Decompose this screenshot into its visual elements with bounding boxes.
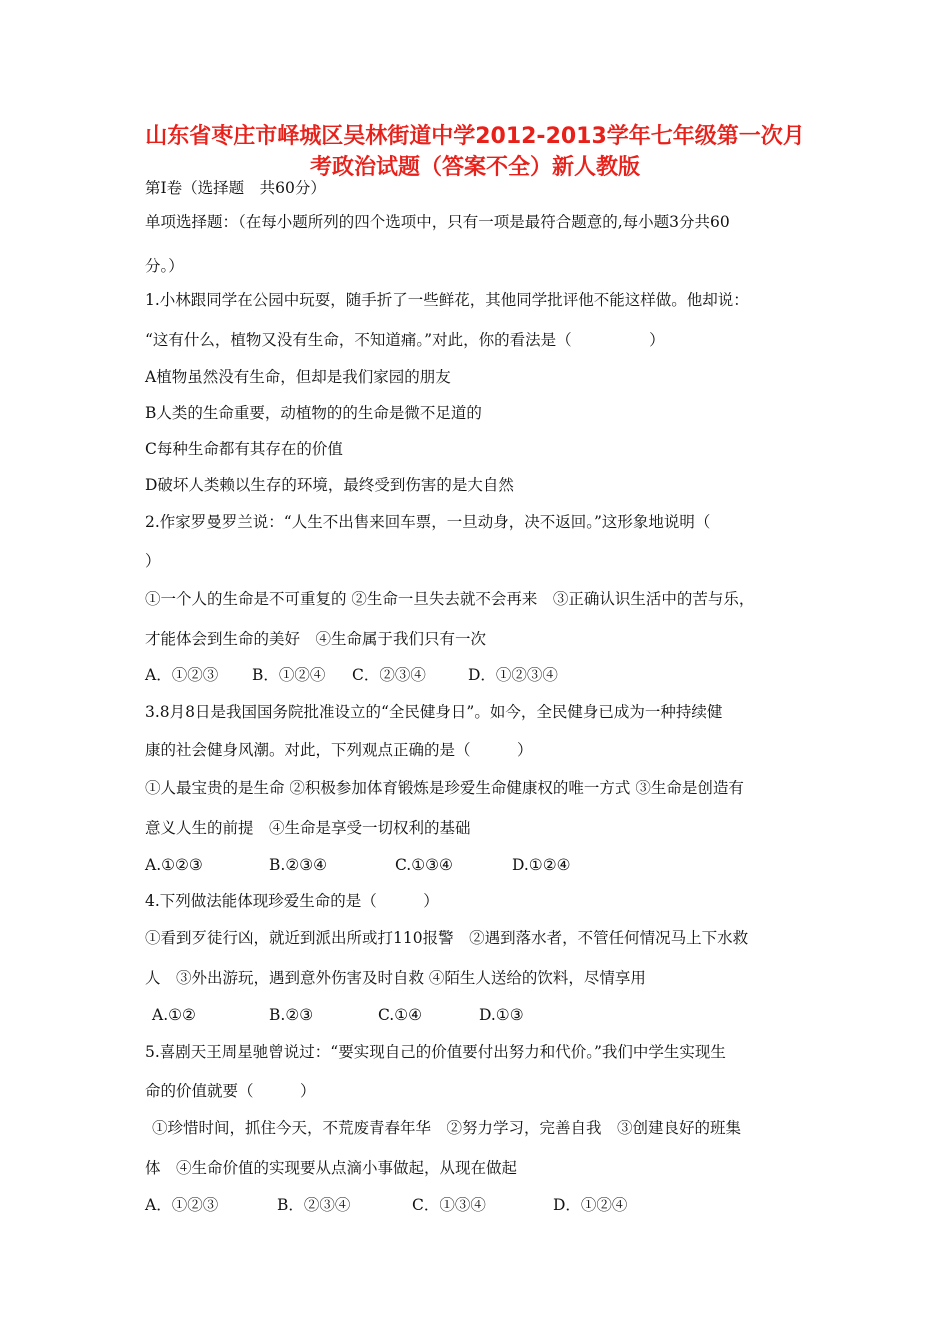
q2-option-d: D．①②③④ xyxy=(468,666,558,684)
q4-statements-line1: ①看到歹徒行凶，就近到派出所或打110报警 ②遇到落水者，不管任何情况马上下水救 xyxy=(145,929,749,947)
q4-option-d: D.①③ xyxy=(479,1006,524,1024)
q5-stem-line2: 命的价值就要（ ） xyxy=(145,1082,316,1100)
q2-statements-line2: 才能体会到生命的美好 ④生命属于我们只有一次 xyxy=(145,630,487,648)
q5-statements-line1: ①珍惜时间，抓住今天，不荒废青春年华 ②努力学习，完善自我 ③创建良好的班集 xyxy=(152,1119,742,1137)
q1-stem-line1: 1.小林跟同学在公园中玩耍，随手折了一些鲜花，其他同学批评他不能这样做。他却说： xyxy=(145,291,749,309)
q3-options xyxy=(145,854,571,876)
instructions-line1: 单项选择题：（在每小题所列的四个选项中，只有一项是最符合题意的,每小题3分共60 xyxy=(145,213,730,231)
q5-option-d: D．①②④ xyxy=(553,1196,628,1214)
q5-option-b: B．②③④ xyxy=(277,1196,351,1214)
q3-statements-line1: ①人最宝贵的是生命 ②积极参加体育锻炼是珍爱生命健康权的唯一方式 ③生命是创造有 xyxy=(145,779,744,797)
q1-option-b: B人类的生命重要，动植物的的生命是微不足道的 xyxy=(145,404,482,422)
q1-stem-line2: “这有什么，植物又没有生命，不知道痛。”对此，你的看法是（ ） xyxy=(145,331,665,349)
q3-option-b: B.②③④ xyxy=(269,856,328,874)
q5-options xyxy=(145,1194,627,1216)
q2-option-c: C．②③④ xyxy=(352,666,426,684)
q4-stem: 4.下列做法能体现珍爱生命的是（ ） xyxy=(145,892,439,910)
q5-option-c: C．①③④ xyxy=(412,1196,486,1214)
q3-stem-line2: 康的社会健身风潮。对此，下列观点正确的是（ ） xyxy=(145,741,533,759)
q3-stem-line1: 3.8月8日是我国国务院批准设立的“全民健身日”。如今，全民健身已成为一种持续健 xyxy=(145,703,723,721)
q3-statements-line2: 意义人生的前提 ④生命是享受一切权利的基础 xyxy=(145,819,471,837)
document-title-line1: 山东省枣庄市峄城区吴林街道中学2012-2013学年七年级第一次月 xyxy=(145,124,805,149)
q3-option-c: C.①③④ xyxy=(395,856,453,874)
q3-option-a: A.①②③ xyxy=(145,856,203,874)
q4-option-a: A.①② xyxy=(152,1006,196,1024)
q5-option-a: A．①②③ xyxy=(145,1196,219,1214)
q1-option-d: D破坏人类赖以生存的环境，最终受到伤害的是大自然 xyxy=(145,476,514,494)
q3-option-d: D.①②④ xyxy=(512,856,571,874)
q2-stem-line2: ） xyxy=(145,552,161,570)
q1-option-a: A植物虽然没有生命，但却是我们家园的朋友 xyxy=(145,368,451,386)
section-heading: 第Ⅰ卷（选择题 共60分） xyxy=(145,179,326,197)
q2-options xyxy=(145,664,558,686)
q1-option-c: C每种生命都有其存在的价值 xyxy=(145,440,343,458)
q2-option-b: B．①②④ xyxy=(252,666,326,684)
instructions-line2: 分。） xyxy=(145,257,184,275)
q4-statements-line2: 人 ③外出游玩，遇到意外伤害及时自救 ④陌生人送给的饮料，尽情享用 xyxy=(145,969,646,987)
q2-stem-line1: 2.作家罗曼罗兰说：“人生不出售来回车票，一旦动身，决不返回。”这形象地说明（ xyxy=(145,513,711,531)
q5-statements-line2: 体 ④生命价值的实现要从点滴小事做起，从现在做起 xyxy=(145,1159,518,1177)
q4-option-c: C.①④ xyxy=(378,1006,423,1024)
q2-statements-line1: ①一个人的生命是不可重复的 ②生命一旦失去就不会再来 ③正确认识生活中的苦与乐， xyxy=(145,590,755,608)
document-title-line2: 考政治试题（答案不全）新人教版 xyxy=(309,155,640,180)
q4-options xyxy=(152,1004,524,1026)
q2-option-a: A．①②③ xyxy=(145,666,219,684)
q5-stem-line1: 5.喜剧天王周星驰曾说过：“要实现自己的价值要付出努力和代价。”我们中学生实现生 xyxy=(145,1043,726,1061)
q4-option-b: B.②③ xyxy=(269,1006,314,1024)
